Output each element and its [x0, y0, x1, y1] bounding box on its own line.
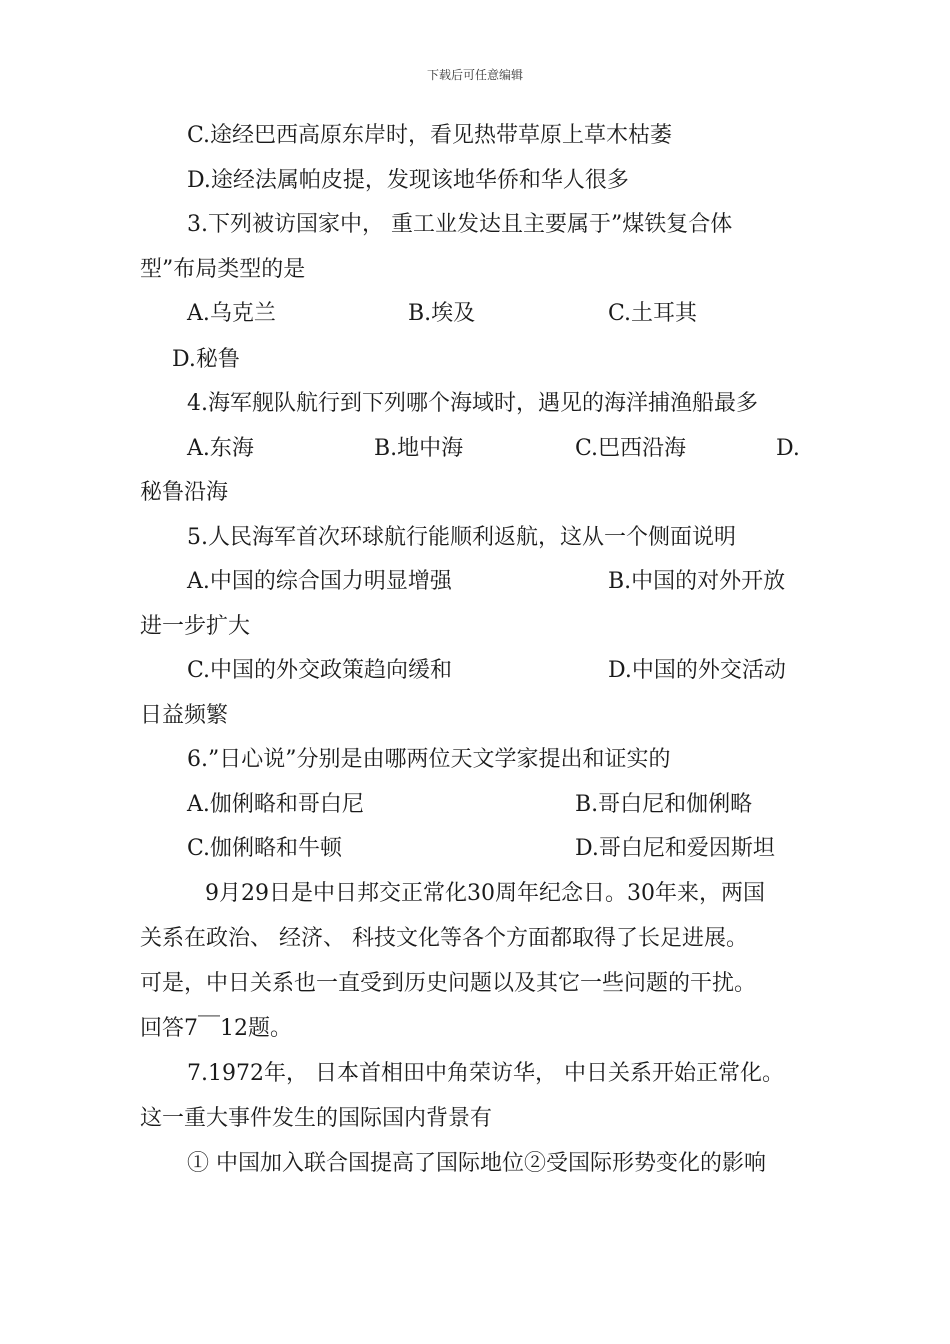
- page-header: 下载后可任意编辑: [426, 68, 523, 82]
- option-6c: C.伽俐略和牛顿: [187, 836, 343, 861]
- passage-line-1: 9月29日是中日邦交正常化30周年纪念日。30年来，两国: [205, 881, 765, 906]
- question-5: 5.人民海军首次环球航行能顺利返航，这从一个侧面说明: [187, 525, 736, 550]
- question-4: 4.海军舰队航行到下列哪个海域时，遇见的海洋捕渔船最多: [187, 391, 758, 416]
- option-4d: D.: [776, 436, 800, 461]
- option-4a: A.东海: [187, 436, 254, 461]
- question-7-cont: 这一重大事件发生的国际国内背景有: [140, 1106, 493, 1131]
- question-3-cont: 型”布局类型的是: [140, 257, 306, 282]
- question-6-options-cd: [0, 834, 950, 864]
- question-3-options: [0, 299, 950, 329]
- option-2d: D.途经法属帕皮提，发现该地华侨和华人很多: [187, 168, 629, 193]
- passage-line-4: 回答7￣12题。: [140, 1016, 292, 1041]
- option-6a: A.伽俐略和哥白尼: [187, 792, 364, 817]
- option-5c: C.中国的外交政策趋向缓和: [187, 658, 453, 683]
- option-5b: B.中国的对外开放: [608, 569, 786, 594]
- passage-line-2: 关系在政治、 经济、 科技文化等各个方面都取得了长足进展。: [140, 926, 748, 951]
- question-6-options-ab: [0, 790, 950, 820]
- question-5-options-ab: [0, 567, 950, 597]
- option-3a: A.乌克兰: [187, 301, 276, 326]
- question-7: 7.1972年， 日本首相田中角荣访华， 中日关系开始正常化。: [187, 1061, 784, 1086]
- option-5b-cont: 进一步扩大: [140, 614, 251, 639]
- question-4-options: [0, 434, 950, 464]
- option-6d: D.哥白尼和爱因斯坦: [575, 836, 775, 861]
- option-4b: B.地中海: [374, 436, 464, 461]
- option-4c: C.巴西沿海: [575, 436, 687, 461]
- question-5-options-cd: [0, 656, 950, 686]
- option-5d-cont: 日益频繁: [140, 703, 229, 728]
- option-6b: B.哥白尼和伽俐略: [575, 792, 753, 817]
- question-6: 6.”日心说”分别是由哪两位天文学家提出和证实的: [187, 747, 671, 772]
- option-3c: C.土耳其: [608, 301, 698, 326]
- option-2c: C.途经巴西高原东岸时，看见热带草原上草木枯萎: [187, 123, 673, 148]
- passage-line-3: 可是，中日关系也一直受到历史问题以及其它一些问题的干扰。: [140, 971, 757, 996]
- option-3b: B.埃及: [408, 301, 476, 326]
- option-5d: D.中国的外交活动: [608, 658, 786, 683]
- option-3d: D.秘鲁: [172, 347, 240, 372]
- question-3: 3.下列被访国家中， 重工业发达且主要属于”煤铁复合体: [187, 212, 733, 237]
- question-7-statements: ① 中国加入联合国提高了国际地位②受国际形势变化的影响: [187, 1151, 766, 1176]
- option-4d-cont: 秘鲁沿海: [140, 480, 229, 505]
- option-5a: A.中国的综合国力明显增强: [187, 569, 452, 594]
